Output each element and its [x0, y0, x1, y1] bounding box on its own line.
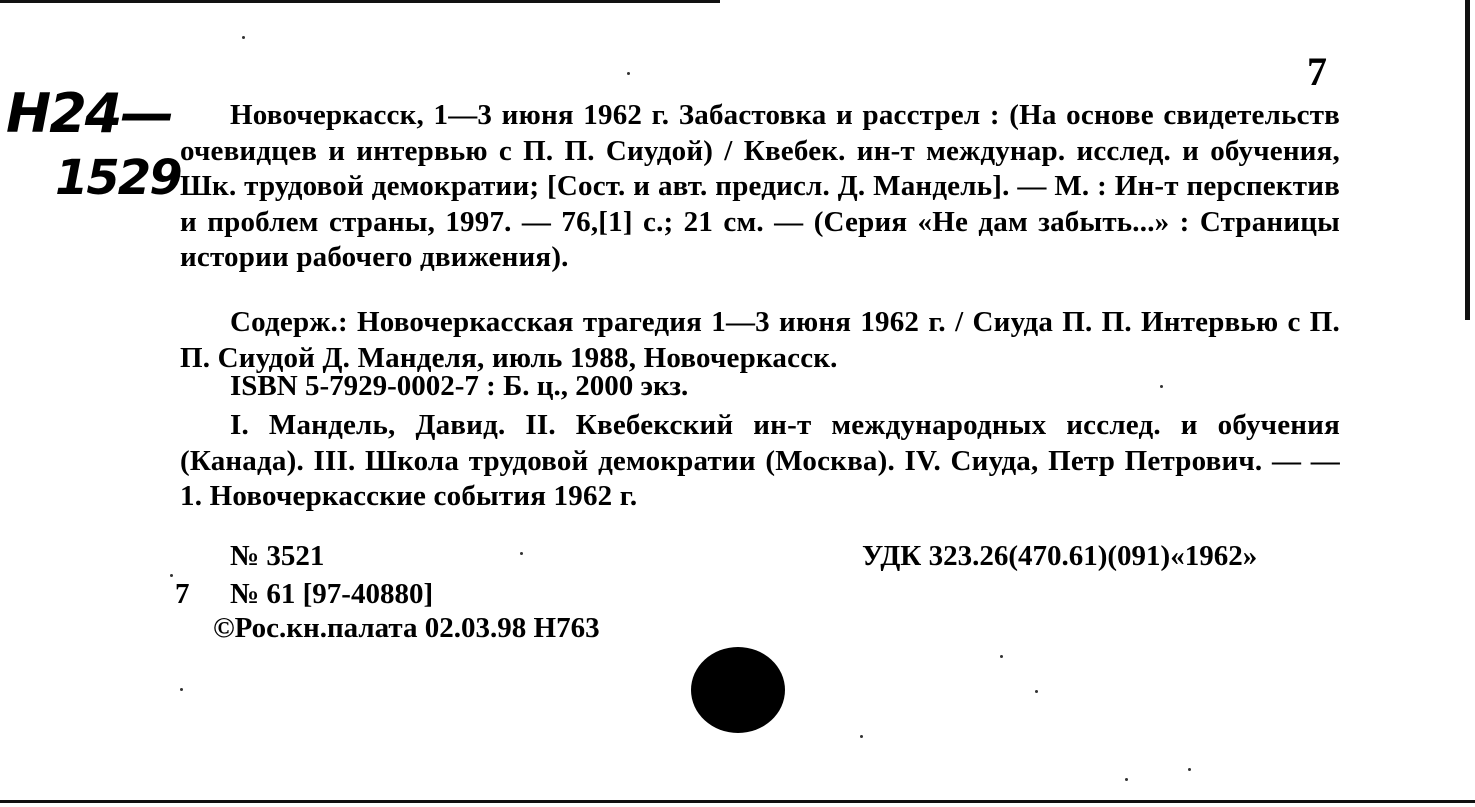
- udk-classification: УДК 323.26(470.61)(091)«1962»: [862, 540, 1258, 572]
- bibliographic-description: Новочеркасск, 1—3 июня 1962 г. Забастовка и расстрел : (На основе свидетельств очевидцев и интервью с П. П. Сиудой) / Квебек. ин-т междунар. исслед. и обучения, Шк. трудовой демократии; [Сост. и авт. предисл. Д. Мандель]. — М. : Ин-т перспектив и проблем страны, 1997. — 76,[1] с.; 21 см. — (Серия «Не дам забыть...» : Страницы истории рабочего движения).: [180, 99, 1340, 273]
- handwritten-shelfmark-top: Н24—: [6, 82, 173, 145]
- scan-speck: [1188, 768, 1191, 771]
- scan-speck: [1035, 690, 1038, 693]
- card-sequence-number: 7: [175, 578, 190, 610]
- page-number: 7: [1307, 49, 1327, 94]
- scan-speck: [1000, 655, 1003, 658]
- contents-note: Содерж.: Новочеркасская трагедия 1—3 июня 1962 г. / Сиуда П. П. Интервью с П. П. Сиудой Д. Манделя, июль 1988, Новочеркасск.: [180, 306, 1340, 374]
- punch-hole: [691, 647, 785, 733]
- record-number: № 3521: [230, 540, 325, 572]
- card-top-edge: [0, 0, 720, 3]
- card-right-edge: [1465, 0, 1470, 320]
- handwritten-shelfmark-bottom: 1529: [55, 150, 181, 206]
- isbn-line: ISBN 5-7929-0002-7 : Б. ц., 2000 экз.: [230, 370, 689, 402]
- registration-number: № 61 [97-40880]: [230, 578, 434, 610]
- tracings: I. Мандель, Давид. II. Квебекский ин-т международных исслед. и обучения (Канада). III. Школа трудовой демократии (Москва). IV. Сиуда, Петр Петрович. — — 1. Новочеркасские события 1962 г.: [180, 409, 1340, 512]
- scan-speck: [1160, 385, 1163, 388]
- scan-speck: [860, 735, 863, 738]
- card-bottom-edge: [0, 800, 1475, 803]
- book-chamber-stamp: ©Рос.кн.палата 02.03.98 Н763: [213, 612, 600, 644]
- scan-speck: [242, 36, 245, 39]
- scan-speck: [180, 688, 183, 691]
- scan-speck: [520, 552, 523, 555]
- scan-speck: [1125, 778, 1128, 781]
- scan-speck: [170, 574, 173, 577]
- scan-speck: [627, 72, 630, 75]
